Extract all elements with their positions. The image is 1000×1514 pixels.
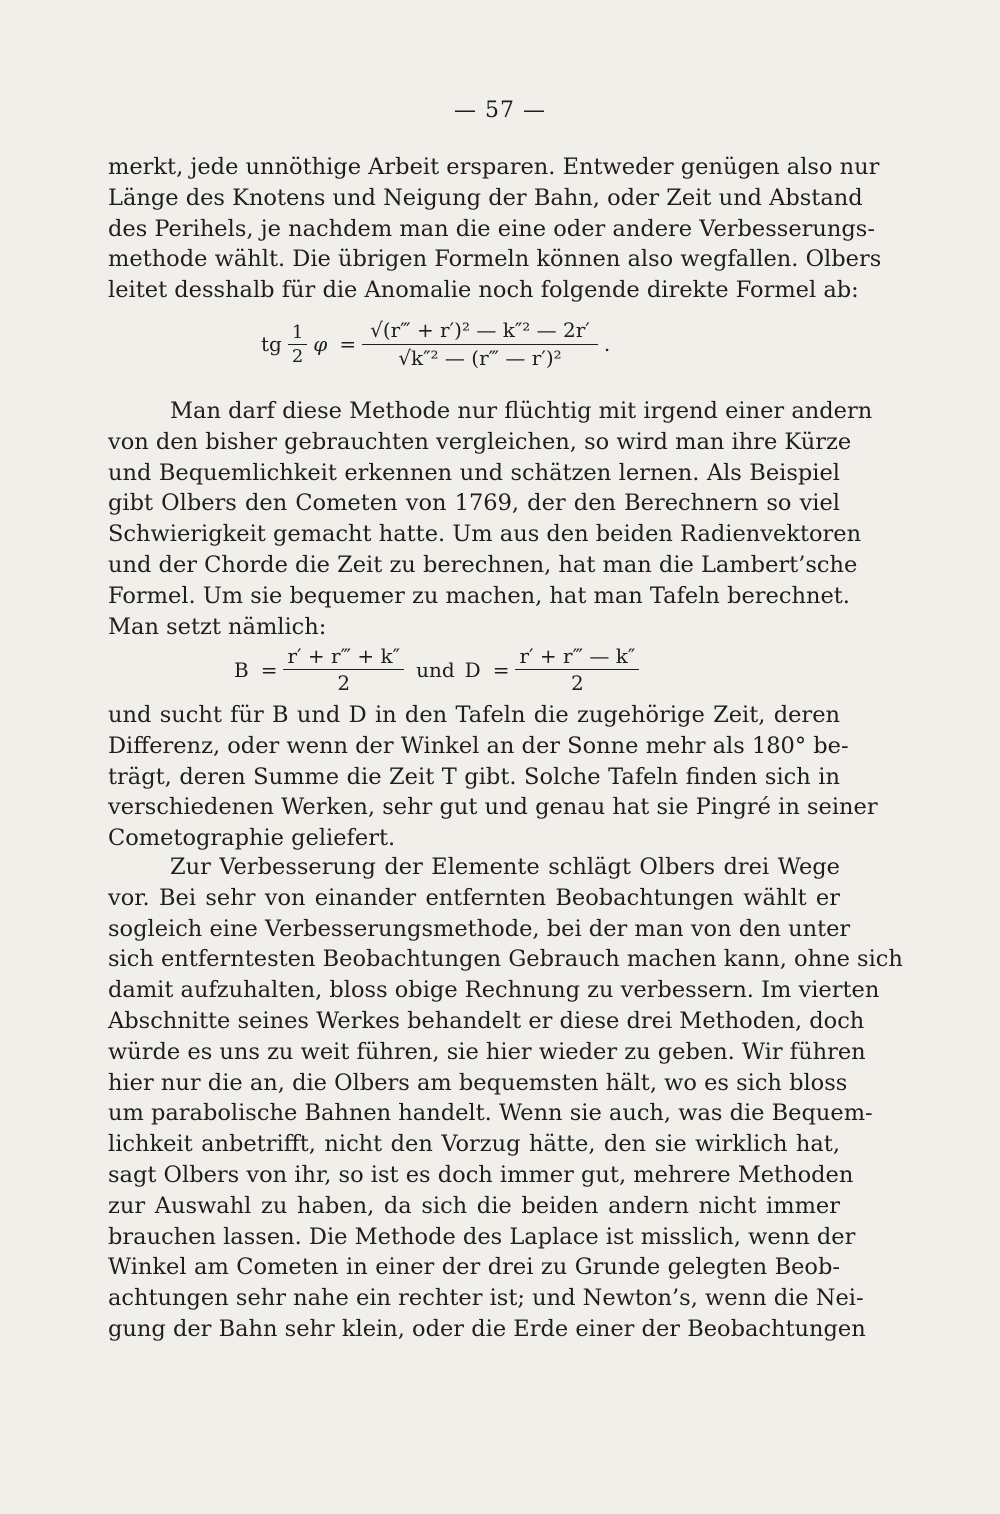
text-line: hier nur die an, die Olbers am bequemsten hält, wo es sich bloss xyxy=(108,1069,848,1096)
formula-b-fraction xyxy=(283,644,404,695)
formula-b-denominator: 2 xyxy=(337,671,351,695)
formula-main-fraction xyxy=(362,318,598,370)
paragraph-3 xyxy=(108,700,878,854)
formula-b-numerator: r′ + r‴ + k″ xyxy=(283,644,404,670)
formula-d-fraction xyxy=(515,644,639,695)
text-line: würde es uns zu weit führen, sie hier wieder zu geben. Wir führen xyxy=(108,1038,866,1065)
text-line: Winkel am Cometen in einer der drei zu Grunde gelegten Beob- xyxy=(108,1254,840,1281)
text-line: damit aufzuhalten, bloss obige Rechnung zu verbessern. Im vierten xyxy=(108,977,880,1004)
text-line: und Bequemlichkeit erkennen und schätzen lernen. Als Beispiel xyxy=(108,459,840,486)
formula-equals: = xyxy=(339,332,357,356)
page-number: — 57 — xyxy=(454,98,546,123)
text-line: verschiedenen Werken, sehr gut und genau hat sie Pingré in seiner xyxy=(108,794,878,821)
formula-main-denominator: √k″² — (r‴ — r′)² xyxy=(398,346,562,370)
anomaly-formula xyxy=(255,318,616,370)
text-line: Man darf diese Methode nur flüchtig mit irgend einer andern xyxy=(170,398,873,424)
formula-b-equals: = xyxy=(260,657,278,682)
formula-d-equals: = xyxy=(492,657,510,682)
text-line: gibt Olbers den Cometen von 1769, der den Berechnern so viel xyxy=(108,490,840,517)
formula-d-numerator: r′ + r‴ — k″ xyxy=(515,644,639,670)
text-line: Formel. Um sie bequemer zu machen, hat man Tafeln berechnet. xyxy=(108,582,850,609)
text-line: Differenz, oder wenn der Winkel an der Sonne mehr als 180° be- xyxy=(108,732,849,759)
paragraph-1 xyxy=(108,152,882,306)
text-line: Man setzt nämlich: xyxy=(108,613,327,640)
text-line: Zur Verbesserung der Elemente schlägt Olbers drei Wege xyxy=(170,854,840,880)
formula-d-denominator: 2 xyxy=(571,671,584,695)
text-line: sogleich eine Verbesserungsmethode, bei der man von den unter xyxy=(108,915,851,942)
formula-b-label: B xyxy=(234,657,249,682)
text-line: brauchen lassen. Die Methode des Laplace ist misslich, wenn der xyxy=(108,1223,856,1250)
text-line: um parabolische Bahnen handelt. Wenn sie auch, was die Bequem- xyxy=(108,1100,873,1127)
text-line: lichkeit anbetrifft, nicht den Vorzug hätte, den sie wirklich hat, xyxy=(108,1131,840,1158)
text-line: achtungen sehr nahe ein rechter ist; und Newton’s, wenn die Nei- xyxy=(108,1285,864,1312)
formula-period: . xyxy=(603,332,611,356)
text-line: sagt Olbers von ihr, so ist es doch immer gut, mehrere Methoden xyxy=(108,1161,854,1188)
formula-und: und xyxy=(416,657,455,682)
text-line: methode wählt. Die übrigen Formeln können also wegfallen. Olbers xyxy=(108,246,882,273)
text-line: Cometographie geliefert. xyxy=(108,825,396,852)
formula-main-numerator: √(r‴ + r′)² — k″² — 2r′ xyxy=(362,318,598,345)
text-line: gung der Bahn sehr klein, oder die Erde einer der Beobachtungen xyxy=(108,1315,866,1342)
text-line: trägt, deren Summe die Zeit T gibt. Solche Tafeln finden sich in xyxy=(108,763,840,790)
text-line: Schwierigkeit gemacht hatte. Um aus den beiden Radienvektoren xyxy=(108,521,862,548)
text-line: leitet desshalb für die Anomalie noch folgende direkte Formel ab: xyxy=(108,277,859,304)
text-line: zur Auswahl zu haben, da sich die beiden andern nicht immer xyxy=(108,1192,840,1219)
text-line: und der Chorde die Zeit zu berechnen, hat man die Lambert’sche xyxy=(108,551,858,578)
text-line: Abschnitte seines Werkes behandelt er diese drei Methoden, doch xyxy=(108,1007,865,1034)
text-line: merkt, jede unnöthige Arbeit ersparen. Entweder genügen also nur xyxy=(108,154,880,180)
text-line: sich entferntesten Beobachtungen Gebrauch machen kann, ohne sich xyxy=(108,946,903,973)
bd-formula xyxy=(228,644,639,695)
text-line: und sucht für B und D in den Tafeln die zugehörige Zeit, deren xyxy=(108,702,840,728)
text-line: des Perihels, je nachdem man die eine oder andere Verbesserungs- xyxy=(108,215,875,242)
formula-phi: φ xyxy=(313,332,328,356)
formula-half-numerator: 1 xyxy=(288,322,307,345)
formula-half xyxy=(288,322,307,367)
formula-d-label: D xyxy=(464,657,481,682)
text-line: von den bisher gebrauchten vergleichen, so wird man ihre Kürze xyxy=(108,428,852,455)
formula-half-denominator: 2 xyxy=(291,345,304,367)
text-line: Länge des Knotens und Neigung der Bahn, oder Zeit und Abstand xyxy=(108,184,863,211)
text-line: vor. Bei sehr von einander entfernten Beobachtungen wählt er xyxy=(108,884,840,911)
paragraph-2 xyxy=(108,396,873,642)
formula-tg: tg xyxy=(261,332,282,356)
paragraph-4 xyxy=(108,852,903,1345)
